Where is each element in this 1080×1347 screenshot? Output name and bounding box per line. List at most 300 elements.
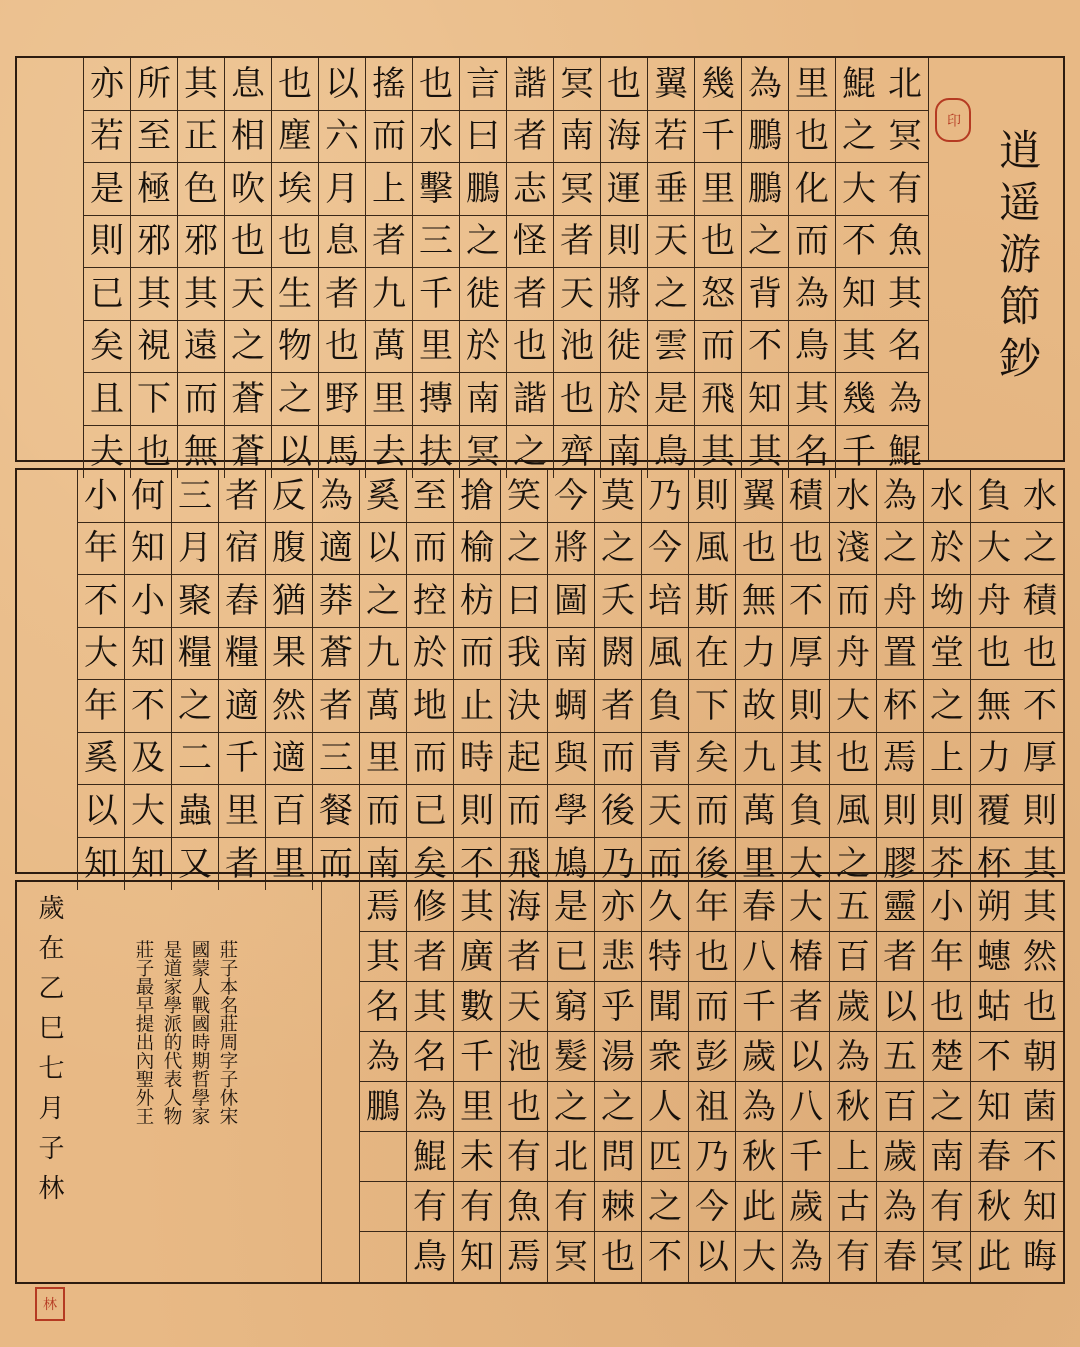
character-cell: 大: [830, 680, 876, 733]
character-cell: 不: [125, 680, 171, 733]
character-cell: 有: [924, 1182, 970, 1232]
red-seal-top: 印: [935, 98, 971, 142]
character-cell: 千: [454, 1032, 500, 1082]
character-cell: 天: [642, 785, 688, 838]
text-column: [224, 58, 271, 478]
character-cell: 乃: [642, 470, 688, 523]
character-cell: 也: [689, 932, 735, 982]
character-cell: 南: [366, 843, 400, 884]
character-cell: 鵬: [742, 163, 788, 216]
character-cell: 廣: [454, 932, 500, 982]
character-cell: 八: [736, 932, 782, 982]
character-cell: 負: [783, 785, 829, 838]
character-cell: 百: [830, 932, 876, 982]
character-cell: 鯤: [836, 58, 882, 111]
character-cell: 水: [1017, 470, 1063, 523]
note-line: 莊子本名莊周字子休宋: [217, 940, 238, 1125]
character-cell: 翼: [648, 58, 694, 111]
character-cell: 其: [1017, 882, 1063, 932]
character-cell: 斯: [689, 575, 735, 628]
character-cell: 以: [278, 431, 312, 472]
text-column: [923, 470, 970, 890]
character-cell: 其: [836, 321, 882, 374]
page-title: 逍遥游節鈔: [993, 128, 1042, 388]
character-cell: 聚: [172, 575, 218, 628]
text-column: [970, 470, 1017, 890]
character-cell: [360, 1132, 406, 1182]
character-cell: 然: [266, 680, 312, 733]
character-cell: 之: [924, 1082, 970, 1132]
character-cell: 物: [272, 321, 318, 374]
character-cell: 背: [742, 268, 788, 321]
character-cell: 積: [783, 470, 829, 523]
character-cell: 魚: [501, 1182, 547, 1232]
character-cell: 若: [648, 111, 694, 164]
character-cell: 相: [225, 111, 271, 164]
character-cell: 為: [877, 1182, 923, 1232]
character-cell: 芥: [930, 843, 964, 884]
character-cell: 也: [272, 58, 318, 111]
note-line: 國蒙人戰國時期哲學家: [189, 940, 210, 1125]
character-cell: 水: [924, 470, 970, 523]
text-column: [359, 882, 406, 1282]
text-column: [412, 58, 459, 478]
character-cell: 九: [360, 628, 406, 681]
character-cell: 萬: [736, 785, 782, 838]
character-cell: 千: [736, 982, 782, 1032]
character-cell: 為: [407, 1082, 453, 1132]
character-cell: 莫: [595, 470, 641, 523]
text-column: [265, 470, 312, 890]
character-cell: 負: [971, 470, 1017, 523]
character-cell: 何: [125, 470, 171, 523]
character-cell: 色: [178, 163, 224, 216]
character-cell: 負: [642, 680, 688, 733]
character-cell: 鳩: [554, 843, 588, 884]
text-column: [600, 58, 647, 478]
character-cell: 矣: [689, 733, 735, 786]
character-cell: 則: [601, 216, 647, 269]
character-cell: 青: [642, 733, 688, 786]
character-cell: 無: [184, 431, 218, 472]
character-cell: 起: [501, 733, 547, 786]
text-column: [694, 58, 741, 478]
character-cell: 知: [836, 268, 882, 321]
character-cell: 上: [366, 163, 412, 216]
character-cell: 齊: [560, 431, 594, 472]
text-column: [741, 58, 788, 478]
character-cell: 也: [137, 431, 171, 472]
character-cell: 之: [513, 431, 547, 472]
character-cell: 里: [742, 843, 776, 884]
character-cell: 池: [501, 1032, 547, 1082]
character-cell: 而: [789, 216, 835, 269]
character-cell: 乎: [595, 982, 641, 1032]
character-cell: 之: [225, 321, 271, 374]
character-cell: 冥: [882, 111, 928, 164]
character-cell: 千: [783, 1132, 829, 1182]
text-column: [594, 882, 641, 1282]
character-cell: 是: [648, 373, 694, 426]
character-cell: 而: [689, 785, 735, 838]
character-cell: 里: [789, 58, 835, 111]
character-cell: 去: [372, 431, 406, 472]
character-cell: 之: [595, 523, 641, 576]
character-cell: 者: [319, 268, 365, 321]
character-cell: 者: [595, 680, 641, 733]
character-cell: 小: [924, 882, 970, 932]
character-cell: 天: [501, 982, 547, 1032]
character-cell: 若: [84, 111, 130, 164]
character-cell: 止: [454, 680, 500, 733]
character-cell: 悲: [595, 932, 641, 982]
character-cell: 有: [548, 1182, 594, 1232]
character-cell: 大: [789, 843, 823, 884]
character-cell: 衆: [642, 1032, 688, 1082]
character-cell: 控: [407, 575, 453, 628]
character-cell: 小: [125, 575, 171, 628]
character-cell: 為: [736, 1082, 782, 1132]
character-cell: 矣: [84, 321, 130, 374]
character-cell: 之: [742, 216, 788, 269]
character-cell: 覆: [971, 785, 1017, 838]
character-cell: 塵: [272, 111, 318, 164]
text-grid-3: [359, 882, 1063, 1282]
character-cell: 晦: [1023, 1237, 1057, 1277]
character-cell: 糧: [219, 628, 265, 681]
section-2: [15, 468, 1065, 884]
character-cell: 鯤: [888, 431, 922, 472]
character-cell: 將: [601, 268, 647, 321]
character-cell: 年: [924, 932, 970, 982]
character-cell: 今: [642, 523, 688, 576]
character-cell: 閼: [595, 628, 641, 681]
character-cell: 北: [548, 1132, 594, 1182]
character-cell: 有: [501, 1132, 547, 1182]
character-cell: 息: [225, 58, 271, 111]
character-cell: 五: [830, 882, 876, 932]
character-cell: 名: [795, 431, 829, 472]
character-cell: 南: [607, 431, 641, 472]
character-cell: 擊: [413, 163, 459, 216]
character-cell: 楚: [924, 1032, 970, 1082]
character-cell: 吹: [225, 163, 271, 216]
character-cell: 湯: [595, 1032, 641, 1082]
character-cell: 諧: [507, 373, 553, 426]
character-cell: 名: [360, 982, 406, 1032]
character-cell: 無: [736, 575, 782, 628]
character-cell: 有: [882, 163, 928, 216]
character-cell: 其: [882, 268, 928, 321]
character-cell: 厚: [1017, 733, 1063, 786]
character-cell: 之: [460, 216, 506, 269]
text-column: [782, 470, 829, 890]
character-cell: 蟲: [172, 785, 218, 838]
character-cell: 春: [971, 1132, 1017, 1182]
text-column: [547, 882, 594, 1282]
text-column: [218, 470, 265, 890]
character-cell: 三: [172, 470, 218, 523]
character-cell: 為: [742, 58, 788, 111]
character-cell: 冥: [930, 1237, 964, 1277]
character-cell: 則: [783, 680, 829, 733]
character-cell: 萬: [360, 680, 406, 733]
character-cell: 祖: [689, 1082, 735, 1132]
character-cell: 蒼: [313, 628, 359, 681]
character-cell: 髮: [548, 1032, 594, 1082]
character-cell: 者: [507, 268, 553, 321]
character-cell: 舟: [971, 575, 1017, 628]
character-cell: 於: [924, 523, 970, 576]
character-cell: 五: [877, 1032, 923, 1082]
character-cell: 今: [548, 470, 594, 523]
character-cell: 歲: [736, 1032, 782, 1082]
text-column: [453, 882, 500, 1282]
character-cell: 至: [407, 470, 453, 523]
character-cell: 膠: [883, 843, 917, 884]
character-cell: 九: [366, 268, 412, 321]
character-cell: 蟪: [971, 932, 1017, 982]
character-cell: 春: [736, 882, 782, 932]
character-cell: 大: [78, 628, 124, 681]
character-cell: 邪: [131, 216, 177, 269]
character-cell: 蛄: [971, 982, 1017, 1032]
character-cell: 里: [413, 321, 459, 374]
character-cell: 之: [642, 1182, 688, 1232]
character-cell: 為: [830, 1032, 876, 1082]
text-grid-2: [77, 470, 1063, 890]
character-cell: 生: [272, 268, 318, 321]
character-cell: 適: [313, 523, 359, 576]
character-cell: 矣: [413, 843, 447, 884]
character-cell: 里: [219, 785, 265, 838]
text-column: [688, 882, 735, 1282]
character-cell: 乃: [689, 1132, 735, 1182]
text-column: [453, 470, 500, 890]
character-cell: 鯤: [407, 1132, 453, 1182]
character-cell: 搶: [454, 470, 500, 523]
character-cell: 蒼: [225, 373, 271, 426]
character-cell: 菌: [1017, 1082, 1063, 1132]
character-cell: [360, 1182, 406, 1232]
character-cell: 其: [1023, 843, 1057, 884]
character-cell: 知: [125, 628, 171, 681]
text-column: [406, 882, 453, 1282]
character-cell: 飛: [695, 373, 741, 426]
character-cell: 也: [830, 733, 876, 786]
character-cell: 息: [319, 216, 365, 269]
character-cell: 焉: [360, 882, 406, 932]
character-cell: 宿: [219, 523, 265, 576]
character-cell: 無: [971, 680, 1017, 733]
character-cell: 遠: [178, 321, 224, 374]
text-column: [171, 470, 218, 890]
character-cell: 冥: [466, 431, 500, 472]
character-cell: 棘: [595, 1182, 641, 1232]
character-cell: 有: [407, 1182, 453, 1232]
character-cell: 地: [407, 680, 453, 733]
note-line: 莊子最早提出內聖外王: [133, 940, 154, 1125]
character-cell: 鳥: [789, 321, 835, 374]
character-cell: 後: [695, 843, 729, 884]
character-cell: 與: [548, 733, 594, 786]
character-cell: 奚: [78, 733, 124, 786]
character-cell: 知: [125, 523, 171, 576]
character-cell: 大: [971, 523, 1017, 576]
character-cell: 為: [877, 470, 923, 523]
character-cell: 在: [689, 628, 735, 681]
character-cell: 之: [648, 268, 694, 321]
character-cell: 時: [454, 733, 500, 786]
character-cell: 歲: [783, 1182, 829, 1232]
character-cell: 此: [977, 1237, 1011, 1277]
character-cell: 是: [548, 882, 594, 932]
character-cell: 為: [360, 1032, 406, 1082]
character-cell: 人: [642, 1082, 688, 1132]
character-cell: 雲: [648, 321, 694, 374]
character-cell: 久: [642, 882, 688, 932]
character-cell: 特: [642, 932, 688, 982]
character-cell: 幾: [836, 373, 882, 426]
character-cell: 鳥: [413, 1237, 447, 1277]
character-cell: 搖: [366, 58, 412, 111]
section-3: [15, 880, 1065, 1313]
character-cell: 鵬: [460, 163, 506, 216]
character-cell: 二: [172, 733, 218, 786]
text-column: [882, 58, 928, 478]
character-cell: 知: [971, 1082, 1017, 1132]
character-cell: 至: [131, 111, 177, 164]
character-cell: 椿: [783, 932, 829, 982]
character-cell: 里: [454, 1082, 500, 1132]
text-column: [688, 470, 735, 890]
character-cell: 不: [78, 575, 124, 628]
text-column: [506, 58, 553, 478]
character-cell: 彭: [689, 1032, 735, 1082]
text-column: [835, 58, 882, 478]
character-cell: 朔: [971, 882, 1017, 932]
text-column: [318, 58, 365, 478]
text-column: [594, 470, 641, 890]
character-cell: 之: [836, 843, 870, 884]
character-cell: 者: [313, 680, 359, 733]
character-cell: 百: [266, 785, 312, 838]
character-cell: 焉: [507, 1237, 541, 1277]
text-column: [970, 882, 1017, 1282]
character-cell: 然: [1017, 932, 1063, 982]
character-cell: 千: [219, 733, 265, 786]
character-cell: 埃: [272, 163, 318, 216]
character-cell: 而: [648, 843, 682, 884]
character-cell: 視: [131, 321, 177, 374]
character-cell: 餐: [313, 785, 359, 838]
character-cell: 也: [554, 373, 600, 426]
character-cell: 焉: [877, 733, 923, 786]
text-column: [876, 470, 923, 890]
character-cell: 力: [736, 628, 782, 681]
character-cell: 年: [689, 882, 735, 932]
character-cell: 古: [830, 1182, 876, 1232]
character-cell: 之: [172, 680, 218, 733]
character-cell: 而: [830, 575, 876, 628]
character-cell: 水: [413, 111, 459, 164]
character-cell: 靈: [877, 882, 923, 932]
character-cell: 今: [689, 1182, 735, 1232]
text-column: [77, 470, 124, 890]
character-cell: 枋: [454, 575, 500, 628]
character-cell: 問: [595, 1132, 641, 1182]
character-cell: 於: [601, 373, 647, 426]
character-cell: 而: [407, 523, 453, 576]
text-column: [647, 58, 694, 478]
character-cell: 其: [178, 268, 224, 321]
character-cell: 已: [84, 268, 130, 321]
character-cell: 之: [360, 575, 406, 628]
character-cell: 夫: [90, 431, 124, 472]
character-cell: 之: [1017, 523, 1063, 576]
character-cell: [360, 1232, 406, 1282]
character-cell: 下: [131, 373, 177, 426]
character-cell: 南: [460, 373, 506, 426]
text-column: [130, 58, 177, 478]
character-cell: 天: [648, 216, 694, 269]
character-cell: 圖: [548, 575, 594, 628]
character-cell: 而: [319, 843, 353, 884]
character-cell: 怒: [695, 268, 741, 321]
character-cell: 也: [1017, 628, 1063, 681]
character-cell: 坳: [924, 575, 970, 628]
character-cell: 其: [178, 58, 224, 111]
character-cell: 亦: [84, 58, 130, 111]
character-cell: 言: [460, 58, 506, 111]
character-cell: 適: [219, 680, 265, 733]
character-cell: 下: [689, 680, 735, 733]
character-cell: 池: [554, 321, 600, 374]
character-cell: 也: [319, 321, 365, 374]
character-cell: 糧: [172, 628, 218, 681]
character-cell: 而: [360, 785, 406, 838]
character-cell: 六: [319, 111, 365, 164]
character-cell: 未: [454, 1132, 500, 1182]
character-cell: 大: [836, 163, 882, 216]
character-cell: 萬: [366, 321, 412, 374]
character-cell: 千: [413, 268, 459, 321]
character-cell: 則: [689, 470, 735, 523]
character-cell: 大: [783, 882, 829, 932]
character-cell: 杯: [877, 680, 923, 733]
character-cell: 及: [125, 733, 171, 786]
character-cell: 而: [407, 733, 453, 786]
character-cell: 猶: [266, 575, 312, 628]
character-cell: 其: [454, 882, 500, 932]
character-cell: 魚: [882, 216, 928, 269]
text-column: [271, 58, 318, 478]
character-cell: 風: [689, 523, 735, 576]
character-cell: 厚: [783, 628, 829, 681]
character-cell: 而: [689, 982, 735, 1032]
character-cell: 鵬: [742, 111, 788, 164]
character-cell: 修: [407, 882, 453, 932]
character-cell: 名: [882, 321, 928, 374]
character-cell: 之: [836, 111, 882, 164]
character-cell: 乃: [601, 843, 635, 884]
character-cell: 舟: [877, 575, 923, 628]
text-column: [359, 470, 406, 890]
character-cell: 置: [877, 628, 923, 681]
character-cell: 將: [548, 523, 594, 576]
character-cell: 也: [789, 111, 835, 164]
character-cell: 則: [84, 216, 130, 269]
